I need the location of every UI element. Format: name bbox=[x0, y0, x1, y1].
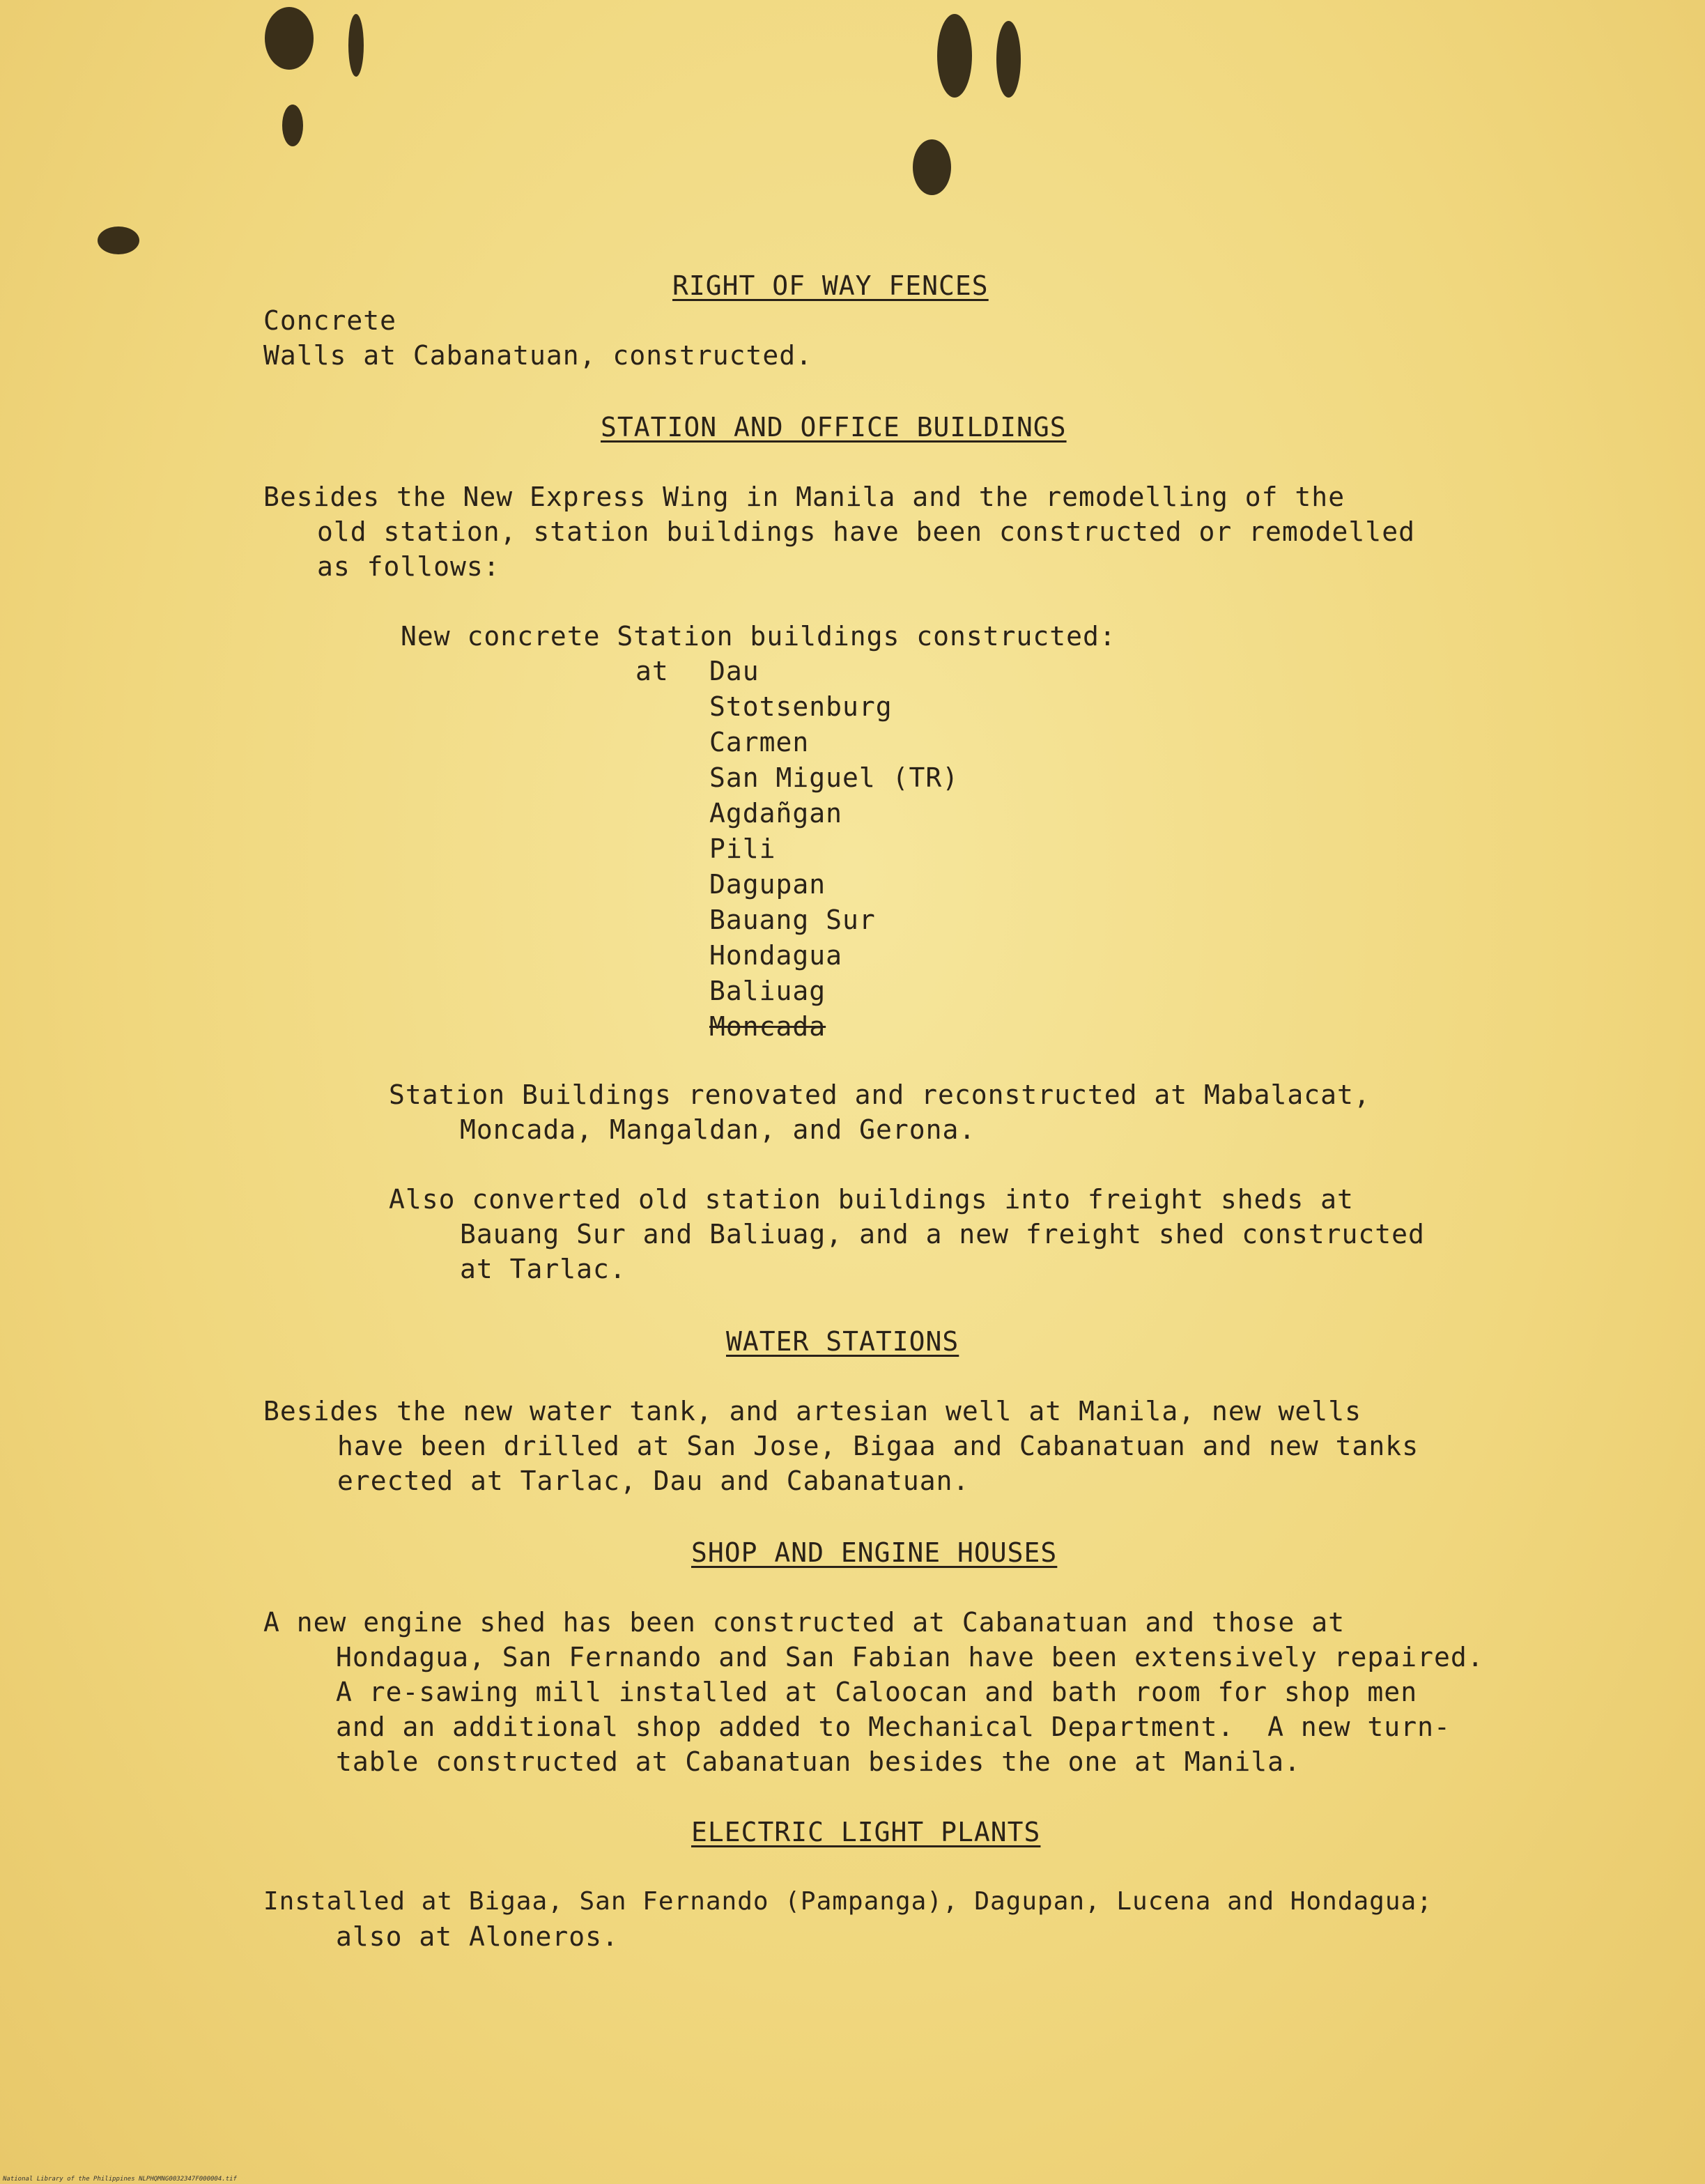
text-line: A re-sawing mill installed at Caloocan and bath room for shop men bbox=[336, 1677, 1418, 1707]
text-line: old station, station buildings have been constructed or remodelled bbox=[317, 516, 1415, 547]
ink-stain bbox=[348, 14, 364, 77]
archive-footer: National Library of the Philippines NLPHQMNG0032347F000004.tif bbox=[3, 2176, 237, 2183]
place-item: Baliuag bbox=[709, 976, 826, 1006]
text-line: Bauang Sur and Baliuag, and a new freight shed constructed bbox=[460, 1219, 1425, 1249]
text-line: have been drilled at San Jose, Bigaa and Cabanatuan and new tanks bbox=[337, 1431, 1419, 1461]
text-line: Concrete bbox=[263, 305, 397, 336]
text-line: as follows: bbox=[317, 551, 500, 582]
text-line: table constructed at Cabanatuan besides the one at Manila. bbox=[336, 1746, 1301, 1777]
ink-stain bbox=[282, 105, 303, 146]
place-item: Dagupan bbox=[709, 869, 826, 900]
place-item: Hondagua bbox=[709, 940, 843, 971]
ink-stain bbox=[98, 226, 139, 254]
text-line: also at Aloneros. bbox=[336, 1921, 619, 1952]
text-line: Also converted old station buildings into freight sheds at bbox=[389, 1184, 1354, 1215]
text-line: Besides the new water tank, and artesian well at Manila, new wells bbox=[263, 1396, 1361, 1426]
text-line: Walls at Cabanatuan, constructed. bbox=[263, 340, 812, 371]
place-item: San Miguel (TR) bbox=[709, 762, 959, 793]
heading-station-buildings: STATION AND OFFICE BUILDINGS bbox=[601, 412, 1067, 443]
place-item: Carmen bbox=[709, 727, 810, 758]
heading-electric-light-plants: ELECTRIC LIGHT PLANTS bbox=[691, 1817, 1041, 1847]
text-line: at Tarlac. bbox=[460, 1254, 626, 1284]
place-item: Bauang Sur bbox=[709, 905, 876, 935]
heading-right-of-way: RIGHT OF WAY FENCES bbox=[672, 270, 989, 301]
text-line: Installed at Bigaa, San Fernando (Pampanga), Dagupan, Lucena and Hondagua; bbox=[263, 1887, 1433, 1916]
ink-stain bbox=[996, 21, 1021, 98]
text-line: A new engine shed has been constructed at Cabanatuan and those at bbox=[263, 1607, 1345, 1638]
at-label: at bbox=[635, 656, 669, 686]
place-item: Dau bbox=[709, 656, 759, 686]
text-line: and an additional shop added to Mechanical Department. A new turn- bbox=[336, 1712, 1451, 1742]
text-line: Besides the New Express Wing in Manila and the remodelling of the bbox=[263, 482, 1345, 512]
text-line: Moncada, Mangaldan, and Gerona. bbox=[460, 1114, 976, 1145]
new-stations-label: New concrete Station buildings constructed: bbox=[401, 621, 1116, 652]
ink-stain bbox=[937, 14, 972, 98]
text-line: Hondagua, San Fernando and San Fabian have been extensively repaired. bbox=[336, 1642, 1484, 1672]
heading-shop-engine-houses: SHOP AND ENGINE HOUSES bbox=[691, 1537, 1058, 1568]
text-line: Station Buildings renovated and reconstructed at Mabalacat, bbox=[389, 1079, 1371, 1110]
place-item: Pili bbox=[709, 833, 776, 864]
place-item: Stotsenburg bbox=[709, 691, 893, 722]
text-line: erected at Tarlac, Dau and Cabanatuan. bbox=[337, 1466, 970, 1496]
place-item-struck: Moncada bbox=[709, 1011, 826, 1042]
heading-water-stations: WATER STATIONS bbox=[726, 1326, 959, 1357]
ink-stain bbox=[913, 139, 951, 195]
place-item: Agdañgan bbox=[709, 798, 843, 829]
ink-stain bbox=[265, 7, 314, 70]
